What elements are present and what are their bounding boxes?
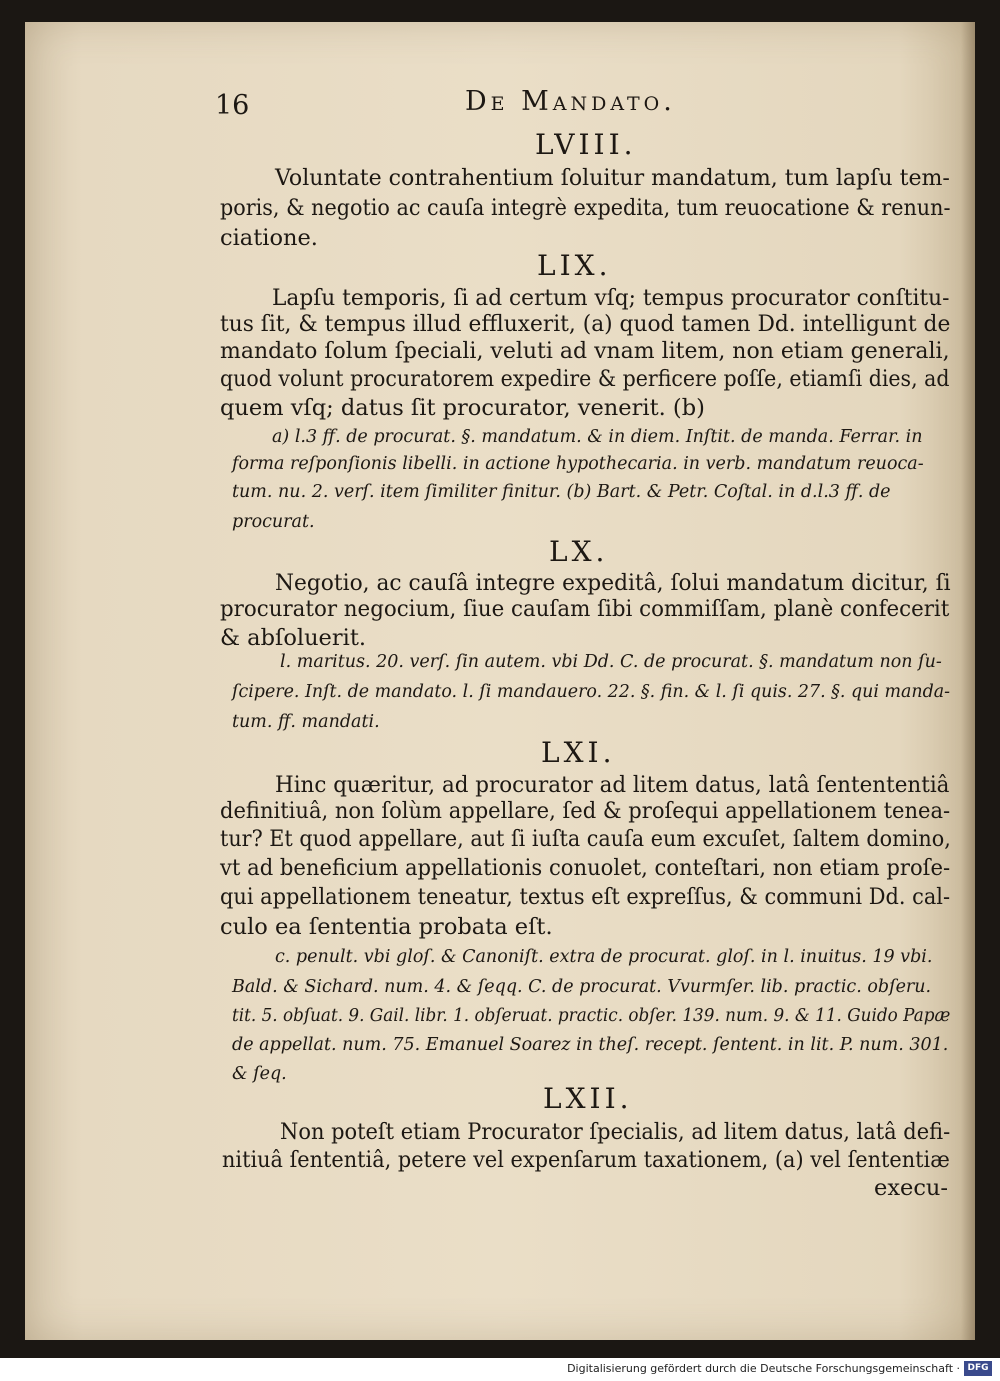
funding-credit: Digitalisierung gefördert durch die Deutsche Forschungsgemeinschaft · [567,1362,960,1375]
text-line: Voluntate contrahentium ſoluitur mandatum, tum lapſu tem- [275,165,950,191]
footnote-line: tit. 5. obſuat. 9. Gail. libr. 1. obſeruat. practic. obſer. 139. num. 9. & 11. Guido Papæ [232,1006,951,1026]
text-line: qui appellationem teneatur, textus eſt expreſſus, & communi Dd. cal- [220,884,951,910]
footnote-line: l. maritus. 20. verſ. ſin autem. vbi Dd. C. de procurat. §. mandatum non ſu- [280,652,942,672]
text-line: definitiuâ, non ſolùm appellare, ſed & proſequi appellationem tenea- [220,798,951,824]
footnote-line: c. penult. vbi gloſ. & Canoniſt. extra de procurat. gloſ. in l. inuitus. 19 vbi. [275,947,933,967]
catchword: execu- [874,1175,949,1201]
running-head: De Mandato. [465,86,676,117]
text-line: Negotio, ac cauſâ integre expeditâ, ſolui mandatum dicitur, ſi [275,570,951,596]
section-heading: LVIII. [535,128,637,161]
section-heading: LXI. [541,736,616,769]
page-text [25,22,975,1340]
text-line: & abſoluerit. [220,625,367,651]
footer-bar [0,1358,1000,1381]
text-line: quod volunt procuratorem expedire & perficere poſſe, etiamſi dies, ad [220,366,950,392]
book-page [25,22,975,1340]
section-heading: LXII. [543,1082,633,1115]
text-line: nitiuâ ſententiâ, petere vel expenſarum taxationem, (a) vel ſententiæ [222,1147,950,1173]
footnote-line: tum. ff. mandati. [232,712,380,732]
footnote-line: a) l.3 ff. de procurat. §. mandatum. & in diem. Inſtit. de manda. Ferrar. in [272,427,923,447]
text-line: poris, & negotio ac cauſa integrè expedita, tum reuocatione & renun- [220,195,951,221]
footnote-line: de appellat. num. 75. Emanuel Soarez in theſ. recept. ſentent. in lit. P. num. 301. [232,1035,949,1055]
text-line: vt ad beneficium appellationis conuolet, conteſtari, non etiam proſe- [220,855,951,881]
dfg-logo: DFG [964,1361,992,1376]
footnote-line: ſcipere. Inſt. de mandato. l. ſi mandauero. 22. §. fin. & l. ſi quis. 27. §. qui manda- [232,682,951,702]
text-line: mandato ſolum ſpeciali, veluti ad vnam litem, non etiam generali, [220,338,950,364]
footnote-line: tum. nu. 2. verſ. item ſimiliter finitur. (b) Bart. & Petr. Coſtal. in d.l.3 ff. de [232,482,891,502]
text-line: Non poteſt etiam Procurator ſpecialis, ad litem datus, latâ defi- [280,1119,951,1145]
page-number: 16 [215,90,250,121]
section-heading: LIX. [537,249,612,282]
text-line: ciatione. [220,225,318,251]
footnote-line: forma reſponſionis libelli. in actione hypothecaria. in verb. mandatum reuoca- [232,454,924,474]
text-line: tur? Et quod appellare, aut ſi iuſta cauſa eum excuſet, ſaltem domino, [220,826,951,852]
text-line: quem vſq; datus ſit procurator, venerit. (b) [220,395,705,421]
text-line: tus ſit, & tempus illud effluxerit, (a) quod tamen Dd. intelligunt de [220,311,951,337]
footnote-line: procurat. [232,512,315,532]
section-heading: LX. [549,535,609,568]
text-line: culo ea ſententia probata eſt. [220,914,553,940]
text-line: Lapſu temporis, ſi ad certum vſq; tempus procurator conſtitu- [272,285,950,311]
text-line: Hinc quæritur, ad procurator ad litem datus, latâ ſentententiâ [275,772,950,798]
footnote-line: & ſeq. [232,1064,287,1084]
text-line: procurator negocium, ſiue cauſam ſibi commiſſam, planè confecerit [220,596,950,622]
footnote-line: Bald. & Sichard. num. 4. & ſeqq. C. de procurat. Vvurmſer. lib. practic. obſeru. [232,977,932,997]
